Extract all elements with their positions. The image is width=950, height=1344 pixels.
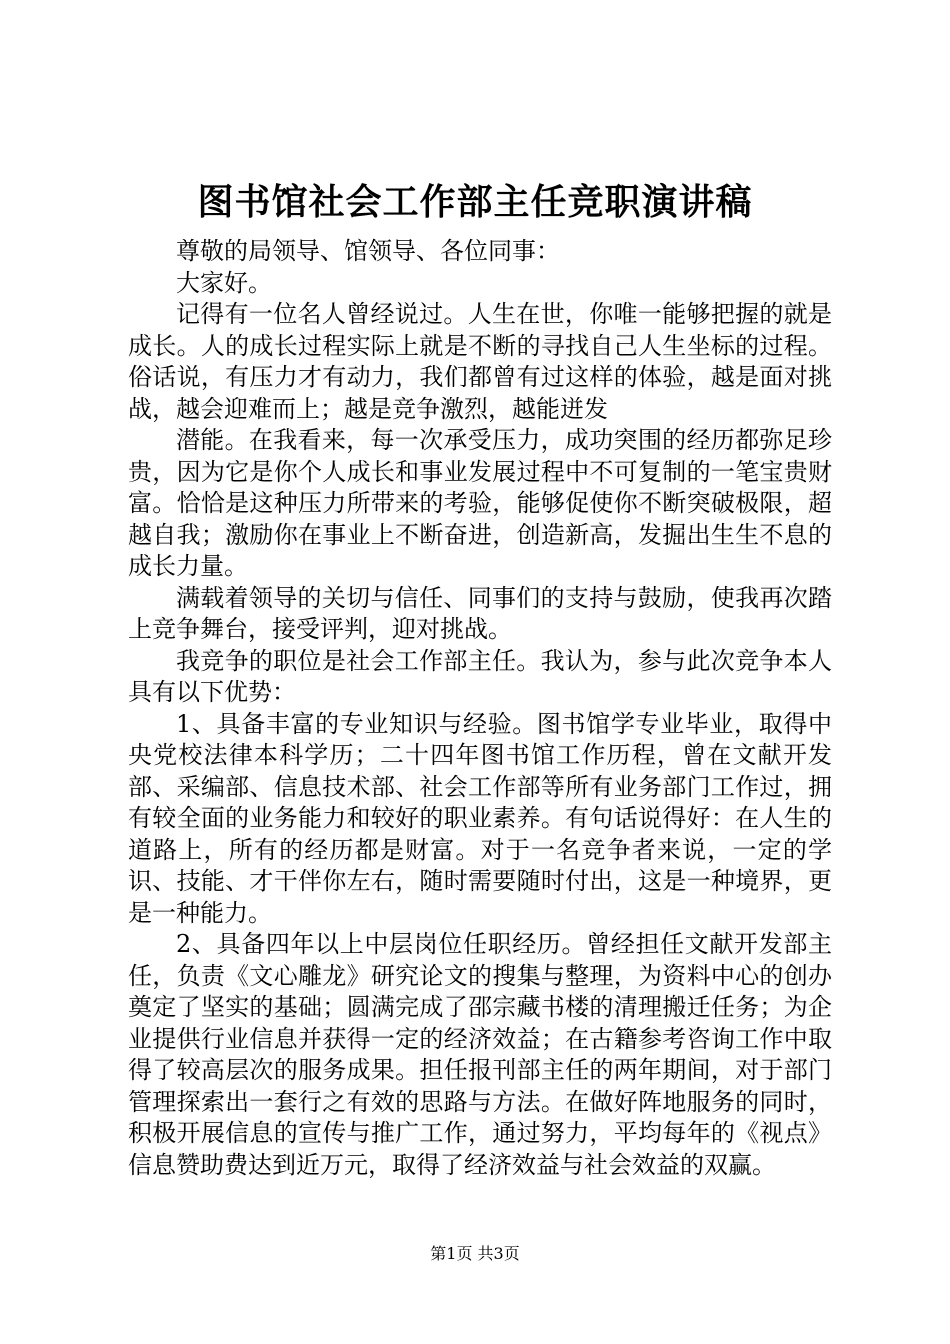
advantage-item-2: 2、具备四年以上中层岗位任职经历。曾经担任文献开发部主任，负责《文心雕龙》研究论文的搜集与整理，为资料中心的创办奠定了坚实的基础；圆满完成了邵宗藏书楼的清理搬迁任务；为企业提供行业信息并获得一定的经济效益；在古籍参考咨询工作中取得了较高层次的服务成果。担任报刊部主任的两年期间，对于部门管理探索出一套行之有效的思路与方法。在做好阵地服务的同时，积极开展信息的宣传与推广工作，通过努力，平均每年的《视点》信息赞助费达到近万元，取得了经济效益与社会效益的双赢。 [128, 930, 832, 1179]
page-number-footer: 第1页 共3页 [430, 1244, 520, 1263]
body-paragraph: 满载着领导的关切与信任、同事们的支持与鼓励，使我再次踏上竞争舞台，接受评判，迎对挑战。 [128, 583, 832, 643]
document-title: 图书馆社会工作部主任竞职演讲稿 [197, 181, 753, 223]
document-body [128, 236, 832, 1181]
body-paragraph: 潜能。在我看来，每一次承受压力，成功突围的经历都弥足珍贵，因为它是你个人成长和事业发展过程中不可复制的一笔宝贵财富。恰恰是这种压力所带来的考验，能够促使你不断突破极限，超越自我；激励你在事业上不断奋进，创造新高，发掘出生生不息的成长力量。 [128, 426, 832, 580]
body-paragraph: 我竞争的职位是社会工作部主任。我认为，参与此次竞争本人具有以下优势： [128, 646, 832, 706]
salutation-paragraph: 尊敬的局领导、馆领导、各位同事： [176, 237, 560, 265]
advantage-item-1: 1、具备丰富的专业知识与经验。图书馆学专业毕业，取得中央党校法律本科学历；二十四年图书馆工作历程，曾在文献开发部、采编部、信息技术部、社会工作部等所有业务部门工作过，拥有较全面的业务能力和较好的职业素养。有句话说得好：在人生的道路上，所有的经历都是财富。对于一名竞争者来说，一定的学识、技能、才干伴你左右，随时需要随时付出，这是一种境界，更是一种能力。 [128, 709, 832, 927]
body-paragraph: 记得有一位名人曾经说过。人生在世，你唯一能够把握的就是成长。人的成长过程实际上就是不断的寻找自己人生坐标的过程。俗话说，有压力才有动力，我们都曾有过这样的体验，越是面对挑战，越会迎难而上；越是竞争激烈，越能迸发 [128, 300, 832, 423]
greeting-paragraph: 大家好。 [176, 268, 272, 297]
